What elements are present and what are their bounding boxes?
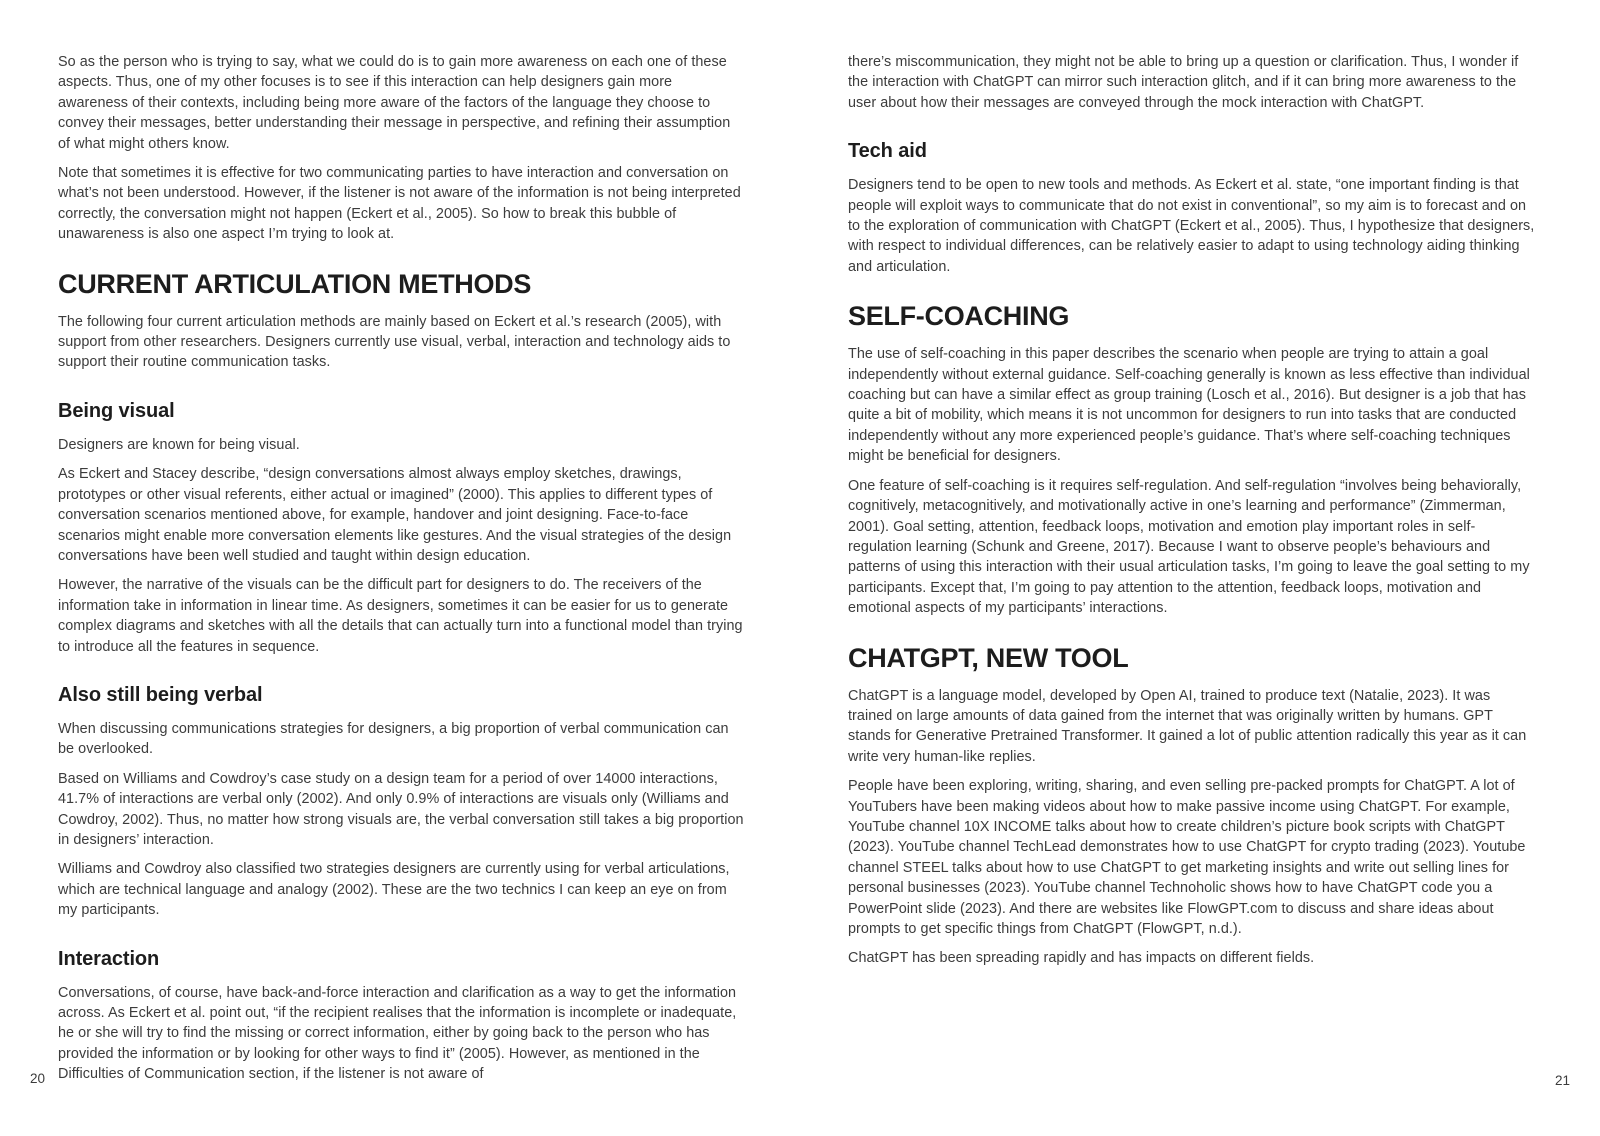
body-paragraph: However, the narrative of the visuals can be the difficult part for designers to do. The receivers of the information take in information in linear time. As designers, sometimes it can be easier for us to generate complex diagrams and sketches with all the details that can actually turn into a functional model than trying to introduce all the features in sequence. <box>58 577 743 655</box>
body-paragraph: People have been exploring, writing, sharing, and even selling pre-packed prompts for ChatGPT. A lot of YouTubers have been making videos about how to make passive income using ChatGPT. For example, YouTube channel 10X INCOME talks about how to create children’s picture book scripts with ChatGPT (2023). YouTube channel TechLead demonstrates how to use ChatGPT for crypto trading (2023). Youtube channel STEEL talks about how to use ChatGPT to get marketing insights and write out selling lines for personal businesses (2023). YouTube channel Technoholic shows how to have ChatGPT code you a PowerPoint slide (2023). And there are websites like FlowGPT.com to discuss and share ideas about prompts to get specific things from ChatGPT (FlowGPT, n.d.). <box>848 778 1526 937</box>
page-21-column <box>848 52 1536 978</box>
body-paragraph: Note that sometimes it is effective for two communicating parties to have interaction and conversation on what’s not been understood. However, if the listener is not aware of the information is not being interpreted correctly, the conversation might not happen (Eckert et al., 2005). So how to break this bubble of unawareness is also one aspect I’m trying to look at. <box>58 165 741 243</box>
subsection-heading: Interaction <box>58 947 160 970</box>
body-paragraph: As Eckert and Stacey describe, “design conversations almost always employ sketches, drawings, prototypes or other visual referents, either actual or imagined” (2000). This applies to different types of conversation scenarios mentioned above, for example, handover and joint designing. Face-to-face scenarios might enable more conversation elements like gestures. And the visual strategies of the design conversations have been well studied and taught within design education. <box>58 466 732 564</box>
section-heading: SELF-COACHING <box>848 301 1070 332</box>
body-paragraph: Conversations, of course, have back-and-force interaction and clarification as a way to get the information across. As Eckert et al. point out, “if the recipient realises that the information is incomplete or inadequate, he or she will try to find the missing or correct information, either by going back to the person who has provided the information or by looking for other ways to find it” (2005). However, as mentioned in the Difficulties of Communication section, if the listener is not aware of <box>58 984 737 1083</box>
body-paragraph: there’s miscommunication, they might not be able to bring up a question or clarification. Thus, I wonder if the interaction with ChatGPT can mirror such interaction glitch, and if it can bring more awareness to the user about how their messages are conveyed through the mock interaction with ChatGPT. <box>848 54 1519 111</box>
subsection-heading: Being visual <box>58 399 175 422</box>
body-paragraph: ChatGPT has been spreading rapidly and has impacts on different fields. <box>848 950 1315 967</box>
body-paragraph: Designers are known for being visual. <box>58 436 300 453</box>
body-paragraph: Williams and Cowdroy also classified two strategies designers are currently using for verbal articulations, which are technical language and analogy (2002). These are the two technics I can keep an eye on from my participants. <box>58 861 730 919</box>
page-number-right: 21 <box>1554 1073 1570 1088</box>
body-paragraph: The use of self-coaching in this paper describes the scenario when people are trying to attain a goal independently without external guidance. Self-coaching generally is known as less effective than individual coaching but can have a similar effect as group training (Losch et al., 2016). But designer is a job that has quite a bit of mobility, which means it is not uncommon for designers to run into tasks that are conducted independently without any more experienced people’s guidance. That’s where self-coaching techniques might be beneficial for designers. <box>848 346 1530 465</box>
body-paragraph: One feature of self-coaching is it requires self-regulation. And self-regulation “involves being behaviorally, cognitively, metacognitively, and motivationally active in one’s learning and performance” (Zimmerman, 2001). Goal setting, attention, feedback loops, motivation and emotion play important roles in self-regulation learning (Schunk and Greene, 2017). Because I want to observe people’s behaviours and patterns of using this interaction with their usual articulation tasks, I’m going to leave the goal setting to my participants. Except that, I’m going to pay attention to the attention, feedback loops, motivation and emotional aspects of my participants’ interactions. <box>848 477 1530 617</box>
body-paragraph: Designers tend to be open to new tools and methods. As Eckert et al. state, “one important finding is that people will exploit ways to communicate that do not exist in conventional”, so my aim is to forecast and on to the exploration of communication with ChatGPT (Eckert et al., 2005). Thus, I hypothesize that designers, with respect to individual differences, can be relatively easier to adapt to using technology aiding thinking and articulation. <box>848 177 1535 275</box>
body-paragraph: ChatGPT is a language model, developed by Open AI, trained to produce text (Natalie, 2023). It was trained on large amounts of data gained from the internet that was originally written by humans. GPT stands for Generative Pretrained Transformer. It gained a lot of public attention radically this year as it can write very human-like replies. <box>848 687 1527 765</box>
subsection-heading: Tech aid <box>848 140 927 163</box>
page-20-column <box>58 52 746 1094</box>
body-paragraph: When discussing communications strategies for designers, a big proportion of verbal communication can be overlooked. <box>58 720 729 758</box>
body-paragraph: So as the person who is trying to say, what we could do is to gain more awareness on each one of these aspects. Thus, one of my other focuses is to see if this interaction can help designers gain more awareness of their contexts, including being more aware of the factors of the language they choose to convey their messages, better understanding their message in perspective, and refining their assumption of what might others know. <box>58 54 731 152</box>
body-paragraph: Based on Williams and Cowdroy’s case study on a design team for a period of over 14000 interactions, 41.7% of interactions are verbal only (2002). And only 0.9% of interactions are visuals only (Williams and Cowdroy, 2002). Thus, no matter how strong visuals are, the verbal conversation still takes a big proportion in designers’ interaction. <box>58 770 744 848</box>
section-heading: CURRENT ARTICULATION METHODS <box>58 268 532 299</box>
body-paragraph: The following four current articulation methods are mainly based on Eckert et al.’s research (2005), with support from other researchers. Designers currently use visual, verbal, interaction and technology aids to support their routine communication tasks. <box>58 313 731 371</box>
page-number-left: 20 <box>30 1071 46 1086</box>
subsection-heading: Also still being verbal <box>58 683 263 706</box>
section-heading: CHATGPT, NEW TOOL <box>848 642 1129 673</box>
